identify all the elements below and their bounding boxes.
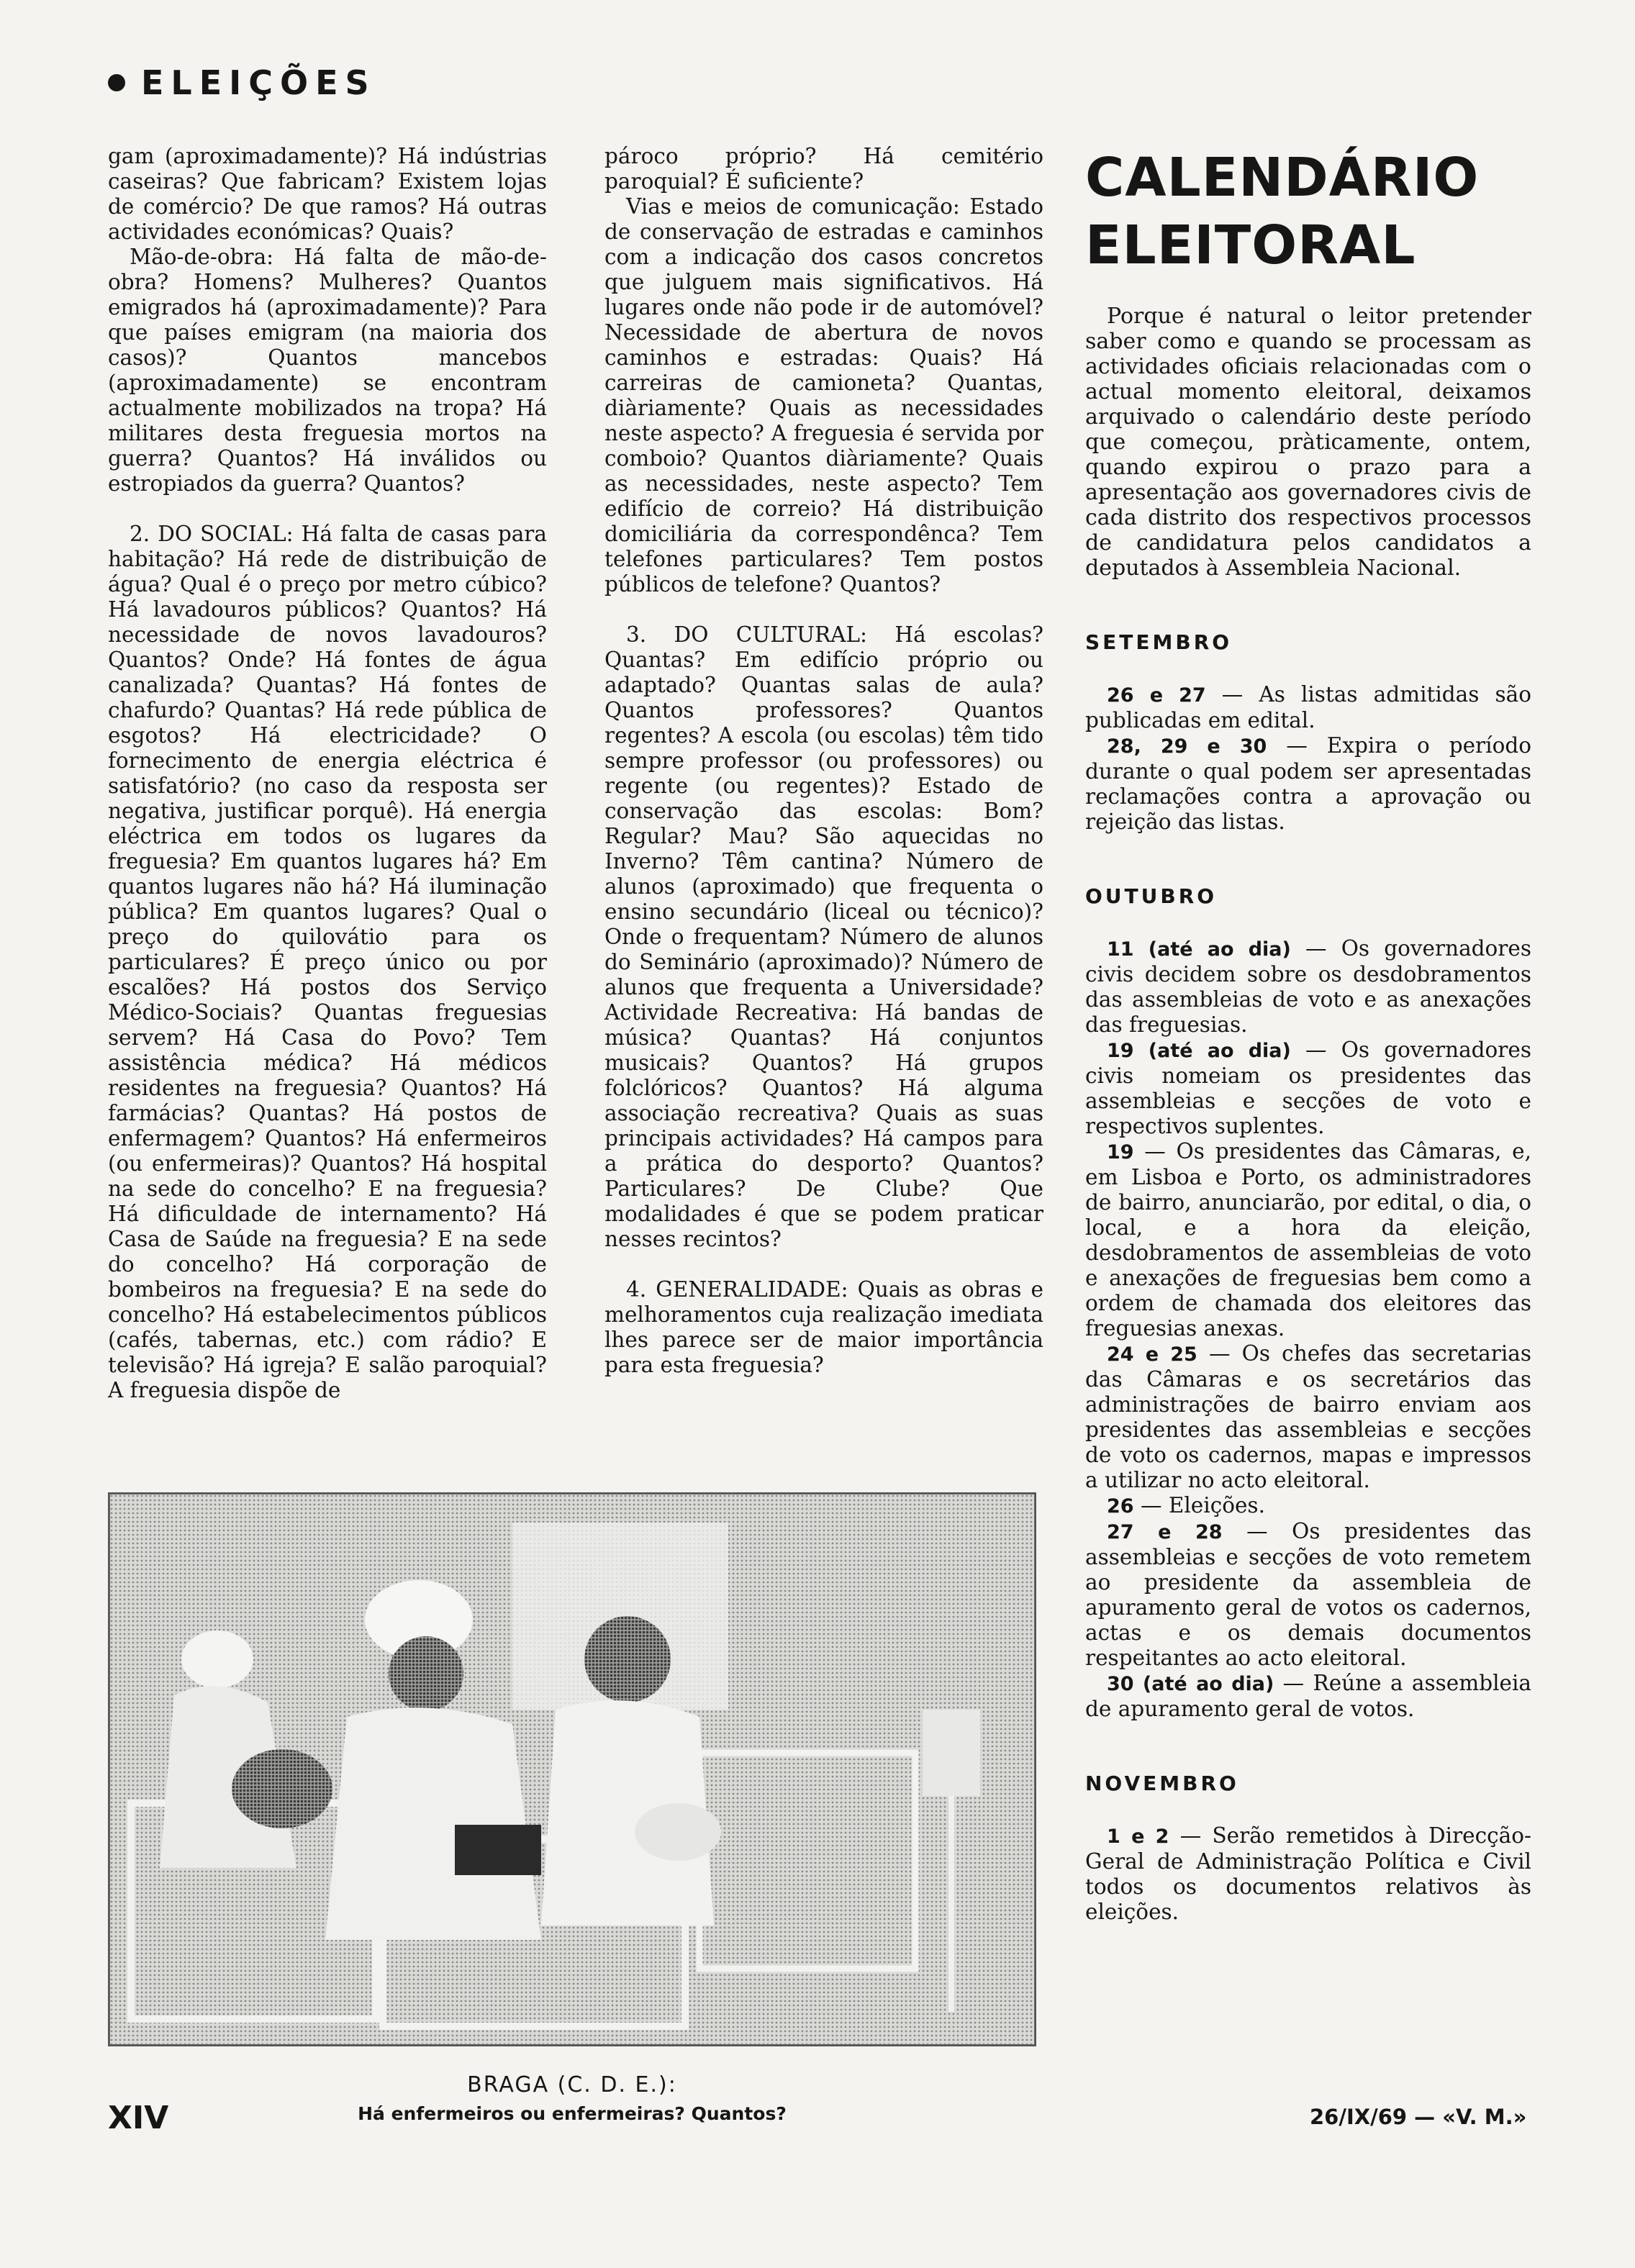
entry-date: 28, 29 e 30 xyxy=(1107,735,1267,758)
entry-text: — Os presidentes das assembleias e secções de voto remetem ao presidente da assembleia de apuramento geral de votos os cadernos, actas e os demais documentos respeitantes ao acto eleitoral. xyxy=(1085,1519,1531,1670)
paragraph: Vias e meios de comunicação: Estado de conservação de estradas e caminhos com a indicação dos casos concretos que julguem mais significativos. Há lugares onde não pode ir de automóvel? Necessidade de abertura de novos caminhos e estradas: Quais? Há carreiras de camioneta? Quantas, diàriamente? Quais as necessidades neste aspecto? A freguesia é servida por comboio? Quantos diàriamente? Quais as necessidades, neste aspecto? Tem edifício de correio? Há distribuição domiciliária da correspondênca? Tem telefones particulares? Tem postos públicos de telefone? Quantos? xyxy=(604,194,1043,597)
paragraph: 2. DO SOCIAL: Há falta de casas para habitação? Há rede de distribuição de água? Qual é o preço por metro cúbico? Há lavadouros públicos? Quantos? Há necessidade de novos lavadouros? Quantos? Onde? Há fontes de água canalizada? Quantas? Há fontes de chafurdo? Quantas? Há rede pública de esgotos? Há electricidade? O fornecimento de energia eléctrica é satisfatório? (no caso da resposta ser negativa, justificar porquê). Há energia eléctrica em todos os lugares da freguesia? Em quantos lugares há? Em quantos lugares não há? Há iluminação pública? Em quantos lugares? Qual o preço do quilovátio para os particulares? É preço único ou por escalões? Há postos dos Serviço Médico-Sociais? Quantas freguesias servem? Há Casa do Povo? Tem assistência médica? Há médicos residentes na freguesia? Quantos? Há farmácias? Quantas? Há postos de enfermagem? Quantos? Há enfermeiros (ou enfermeiras)? Quantos? Há hospital na sede do concelho? E na freguesia? Há dificuldade de internamento? Há Casa de Saúde na freguesia? E na sede do concelho? Há corporação de bombeiros na freguesia? E na sede do concelho? Há estabelecimentos públicos (cafés, tabernas, etc.) com rádio? E televisão? Há igreja? E salão paroquial? A freguesia dispõe de xyxy=(108,522,547,1402)
entry-date: 26 e 27 xyxy=(1107,684,1206,707)
month-heading-setembro: SETEMBRO xyxy=(1085,630,1233,654)
baby xyxy=(635,1803,721,1861)
calendar-entry xyxy=(1085,1823,1531,1925)
entry-date: 30 (até ao dia) xyxy=(1107,1673,1274,1695)
section-title: ELEIÇÕES xyxy=(141,63,376,102)
calendar-entry xyxy=(1085,1519,1531,1671)
calendar-title-line: ELEITORAL xyxy=(1085,214,1416,276)
section-header xyxy=(108,63,376,102)
calendar-entry xyxy=(1085,733,1531,835)
entry-date: 27 e 28 xyxy=(1107,1521,1223,1543)
caption-location: BRAGA (C. D. E.): xyxy=(467,2072,677,2097)
baby xyxy=(232,1749,332,1828)
nurses-photo xyxy=(108,1492,1036,2046)
calendar-entry xyxy=(1085,936,1531,1038)
entry-text: — Eleições. xyxy=(1133,1493,1265,1518)
equipment xyxy=(923,1710,980,1796)
entry-text: — Os chefes das secretarias das Câmaras e os secretários das administrações de bairro enviam aos presidentes das assembleias e secções de voto os cadernos, mapas e impressos a utilizar no acto eleitoral. xyxy=(1085,1341,1531,1492)
photo-caption xyxy=(108,2072,1036,2124)
bullet-dot xyxy=(108,74,125,91)
entry-text: — Reúne a assembleia de apuramento geral de votos. xyxy=(1085,1671,1531,1721)
entry-date: 19 xyxy=(1107,1141,1134,1164)
calendar-entry xyxy=(1085,1493,1531,1519)
calendar-entry xyxy=(1085,1139,1531,1341)
entry-text: — Serão remetidos à Direcção-Geral de Administração Política e Civil todos os documentos relativos às eleições. xyxy=(1085,1823,1531,1924)
issue-date: 26/IX/69 — «V. M.» xyxy=(1310,2105,1527,2129)
month-heading-novembro: NOVEMBRO xyxy=(1085,1772,1239,1795)
nurse-head xyxy=(389,1636,463,1711)
left-column xyxy=(108,144,547,1403)
entry-text: — Os governadores civis decidem sobre os desdobramentos das assembleias de voto e as anexações das freguesias. xyxy=(1085,936,1531,1037)
paragraph: 4. GENERALIDADE: Quais as obras e melhoramentos cuja realização imediata lhes parece ser de maior importância para esta freguesia? xyxy=(604,1277,1043,1377)
middle-column xyxy=(604,144,1043,1378)
calendar-title-line: CALENDÁRIO xyxy=(1085,147,1480,209)
calendar-intro: Porque é natural o leitor pretender saber como e quando se processam as actividades oficiais relacionadas com o actual momento eleitoral, deixamos arquivado o calendário deste período que começou, pràticamente, ontem, quando expirou o prazo para a apresentação aos governadores civis de cada distrito dos respectivos processos de candidatura pelos candidatos a deputados à Assembleia Nacional. xyxy=(1085,304,1531,581)
entry-date: 26 xyxy=(1107,1495,1134,1518)
calendar-entry xyxy=(1085,1671,1531,1722)
entry-text: — Os governadores civis nomeiam os presidentes das assembleias e secções de voto e respectivos suplentes. xyxy=(1085,1038,1531,1138)
page-number: XIV xyxy=(108,2100,169,2136)
calendar-entry xyxy=(1085,1341,1531,1493)
photo-illustration xyxy=(109,1494,1035,2045)
entry-date: 1 e 2 xyxy=(1107,1825,1169,1848)
paragraph: 3. DO CULTURAL: Há escolas? Quantas? Em edifício próprio ou adaptado? Quantas salas de aula? Quantos professores? Quantos regentes? A escola (ou escolas) têm tido sempre professor (ou professores) ou regente (ou regentes)? Estado de conservação das escolas: Bom? Regular? Mau? São aquecidas no Inverno? Têm cantina? Número de alunos (aproximado) que frequenta o ensino secundário (liceal ou técnico)? Onde o frequentam? Número de alunos do Seminário (aproximado)? Número de alunos que frequenta a Universidade? Actividade Recreativa: Há bandas de música? Quantas? Há conjuntos musicais? Quantos? Há grupos folclóricos? Quantos? Há alguma associação recreativa? Quais as suas principais actividades? Há campos para a prática do desporto? Quantos? Particulares? De Clube? Que modalidades é que se podem praticar nesses recintos? xyxy=(604,622,1043,1251)
entry-date: 11 (até ao dia) xyxy=(1107,938,1291,961)
calendar-entry xyxy=(1085,1038,1531,1139)
entry-date: 24 e 25 xyxy=(1107,1343,1197,1366)
paragraph: pároco próprio? Há cemitério paroquial? É suficiente? xyxy=(604,144,1043,194)
calendar-entry xyxy=(1085,682,1531,733)
caption-text: Há enfermeiros ou enfermeiras? Quantos? xyxy=(358,2103,787,2124)
nurse-uniform xyxy=(325,1707,541,1940)
calendar-title xyxy=(1085,144,1531,279)
entry-text: — Os presidentes das Câmaras, e, em Lisboa e Porto, os administradores de bairro, anunciarão, por edital, o dia, o local, e a hora da eleição, desdobramentos de assembleias de voto e anexações de freguesias bem como a ordem de chamada dos eleitores das freguesias anexas. xyxy=(1085,1139,1531,1341)
nurse-head xyxy=(584,1616,671,1702)
entry-text: — As listas admitidas são publicadas em edital. xyxy=(1085,682,1531,732)
paragraph: gam (aproximadamente)? Há indústrias caseiras? Que fabricam? Existem lojas de comércio? De que ramos? Há outras actividades económicas? Quais? xyxy=(108,144,547,244)
paragraph: Mão-de-obra: Há falta de mão-de-obra? Homens? Mulheres? Quantos emigrados há (aproximadamente)? Para que países emigram (na maioria dos casos)? Quantos mancebos (aproximadamente) se encontram actualmente mobilizados na tropa? Há militares desta freguesia mortos na guerra? Quantos? Há inválidos ou estropiados da guerra? Quantos? xyxy=(108,245,547,496)
nurse-cap xyxy=(181,1630,253,1688)
entry-date: 19 (até ao dia) xyxy=(1107,1040,1291,1062)
entry-text: — Expira o período durante o qual podem ser apresentadas reclamações contra a aprovação ou rejeição das listas. xyxy=(1085,733,1531,834)
month-heading-outubro: OUTUBRO xyxy=(1085,884,1218,908)
bag xyxy=(455,1825,541,1875)
calendar-column xyxy=(1085,144,1531,1925)
